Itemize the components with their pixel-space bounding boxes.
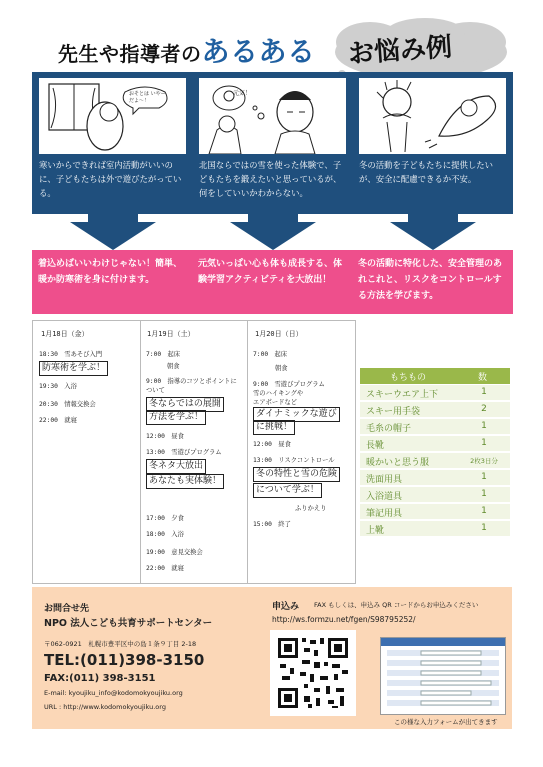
email-link[interactable]: E-mail: kyoujiku_info@kodomokyoujiku.org (44, 689, 183, 697)
apply-heading: 申込み (272, 602, 300, 612)
schedule-row: 雪のハイキングや (253, 390, 304, 397)
schedule-row: 12:00 昼食 (253, 441, 291, 448)
phone-number: TEL:(011)398-3150 (44, 651, 205, 669)
belongings-header: もちもの 数 (360, 368, 510, 384)
list-item: 入浴道具 1 (360, 487, 510, 502)
schedule-row: 18:30 雪あそび入門 (39, 351, 103, 358)
qr-code[interactable] (270, 630, 356, 716)
schedule-row: 17:00 夕食 (146, 515, 184, 522)
address: 〒062-0921 札幌市豊平区中の島１条９丁目 2-18 (44, 640, 197, 648)
list-item: 洗面用具 1 (360, 470, 510, 485)
solution-box-1: 着込めばいいわけじゃない！簡単、暖か防寒術を身に付けます。 (32, 250, 193, 314)
org-name: NPO 法人こども共育サポートセンター (44, 618, 213, 629)
schedule-row: 19:30 入浴 (39, 383, 77, 390)
day-header-3: 1月20日（日） (255, 330, 303, 338)
schedule-row: 20:30 情報交換会 (39, 401, 96, 408)
apply-note: FAX もしくは、申込み QR コードからお申込みください (314, 601, 479, 609)
belongings-table (360, 368, 510, 536)
schedule-row: 9:00 雪遊びプログラム (253, 381, 325, 388)
list-item: 暖かいと思う服 2枚3日分 (360, 453, 510, 468)
list-item: 上靴 1 (360, 521, 510, 536)
schedule-row: 7:00 起床 (253, 351, 288, 358)
fax-number: FAX:(011) 398-3151 (44, 673, 156, 684)
illustration-child-window (39, 78, 186, 154)
highlight-box: 方法を学ぶ！ (146, 410, 206, 425)
schedule-table (32, 320, 356, 584)
problem-panel-2 (192, 72, 353, 214)
speech-bubble-2: 元気！ (233, 90, 252, 97)
problem-text-3: 冬の活動を子どもたちに提供したいが、安全に配慮できるか不安。 (359, 160, 493, 184)
problem-text-1: 寒いからできれば室内活動がいいのに、子どもたちは外で遊びたがっている。 (39, 160, 182, 198)
form-preview-image (380, 637, 506, 715)
highlight-box: 冬ならではの展開 (146, 397, 224, 412)
schedule-row: エアボードなど (253, 399, 298, 406)
day-header-1: 1月18日（金） (41, 330, 89, 338)
arrow-down-icon (390, 212, 476, 250)
arrow-down-icon (230, 212, 316, 250)
day-header-2: 1月19日（土） (147, 330, 195, 338)
illustration-sledding (359, 78, 506, 154)
application-link[interactable]: http://ws.formzu.net/fgen/S98795252/ (272, 615, 416, 624)
problem-text-2: 北国ならではの雪を使った体験で、子どもたちを鍛えたいと思っているが、何をしていいかわからない。 (199, 160, 342, 198)
contact-heading: お問合せ先 (44, 604, 90, 614)
speech-bubble-1: おそとは いやーだよ〜！ (129, 91, 166, 104)
highlight-box: ダイナミックな遊び (253, 407, 340, 422)
title-emphasis: あるある (201, 35, 316, 68)
schedule-row: 19:00 意見交換会 (146, 549, 203, 556)
schedule-row: 18:00 入浴 (146, 531, 184, 538)
schedule-row: 22:00 就寝 (39, 417, 77, 424)
highlight-box: について学ぶ！ (253, 483, 322, 498)
schedule-row: 13:00 リスクコントロール (253, 457, 335, 464)
schedule-row: 朝食 (167, 363, 180, 370)
solution-box-3: 冬の活動に特化した、安全管理のあれこれと、リスクをコントロールする方法を学びます。 (352, 250, 513, 314)
highlight-box: 冬の特性と雪の危険 (253, 467, 340, 482)
page-title: 先生や指導者のあるある (58, 35, 316, 68)
form-caption: この様な入力フォームが出てきます (394, 718, 498, 726)
schedule-row: 15:00 終了 (253, 521, 291, 528)
schedule-row: 12:00 昼食 (146, 433, 184, 440)
list-item: スキーウエア上下 1 (360, 385, 510, 400)
highlight-box: あなたも実体験！ (146, 474, 224, 489)
solution-box-2: 元気いっぱい心も体も成長する、体験学習アクティビティを大放出！ (192, 250, 353, 314)
schedule-row: ふりかえり (295, 505, 327, 512)
schedule-row: 13:00 雪遊びプログラム (146, 449, 222, 456)
list-item: スキー用手袋 2 (360, 402, 510, 417)
highlight-box: 防寒術を学ぶ！ (39, 361, 108, 376)
list-item: 長靴 1 (360, 436, 510, 451)
schedule-row: 朝食 (275, 365, 288, 372)
schedule-row: 7:00 起床 (146, 351, 181, 358)
bubble-text: お悩み例 (347, 32, 454, 70)
illustration-teacher-thinking (199, 78, 346, 154)
problem-panel-3 (352, 72, 513, 214)
list-item: 毛糸の帽子 1 (360, 419, 510, 434)
highlight-box: 冬ネタ大放出 (146, 459, 206, 474)
list-item: 筆記用具 1 (360, 504, 510, 519)
highlight-box: に挑戦！ (253, 420, 295, 435)
problem-panel-1 (32, 72, 193, 214)
schedule-row: 22:00 就寝 (146, 565, 184, 572)
arrow-down-icon (70, 212, 156, 250)
schedule-row: 9:00 指導のコツとポイントについて (146, 378, 237, 394)
website-link[interactable]: URL : http://www.kodomokyoujiku.org (44, 703, 166, 711)
